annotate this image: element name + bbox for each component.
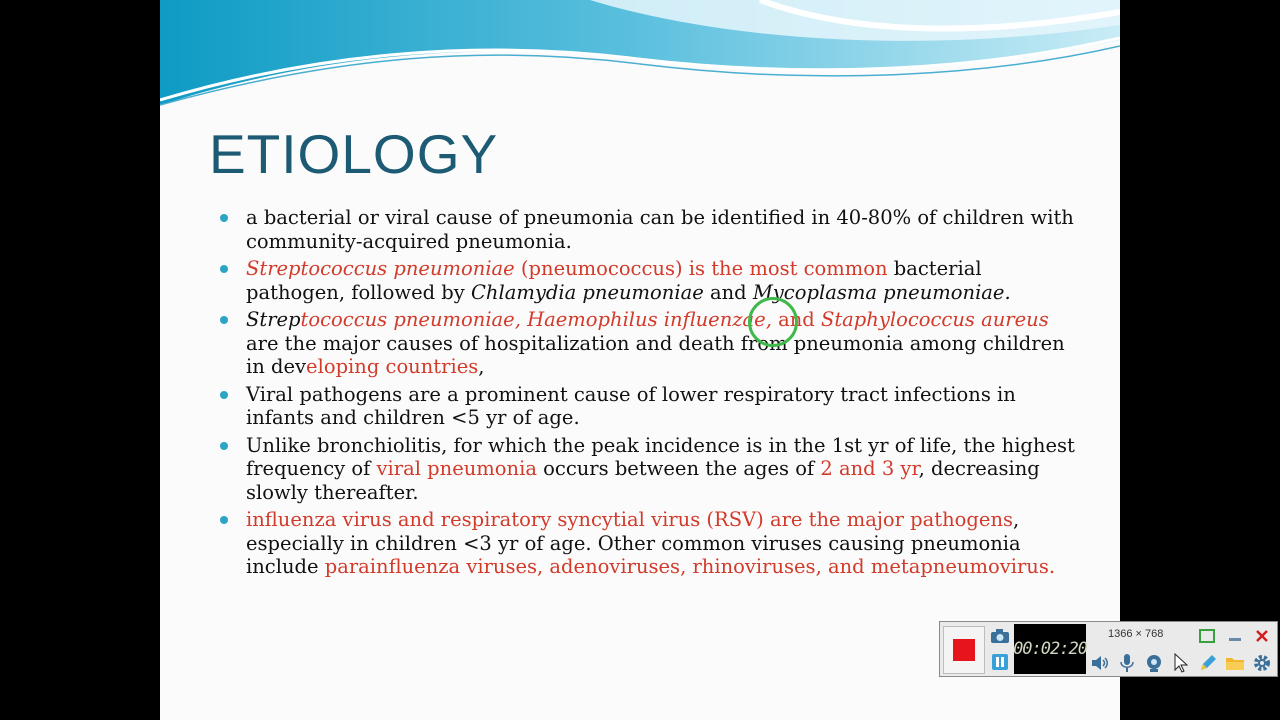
bullet-item — [218, 383, 1078, 430]
bullet-text-run: occurs between the ages of — [536, 457, 821, 480]
bullet-text-run: , especially in children <3 yr of age. Other common viruses causing pneumonia include — [246, 508, 1021, 578]
webcam-icon — [1144, 653, 1164, 673]
bullet-text-run: a bacterial or viral cause of pneumonia can be identified in 40-80% of children with community-acquired pneumonia. — [246, 206, 1074, 253]
bullet-text-run: eloping countries — [306, 355, 479, 378]
cursor-icon — [1173, 653, 1189, 673]
bullet-text-run: viral pneumonia — [376, 457, 537, 480]
cursor-highlight-ring — [748, 297, 798, 347]
bullet-text-run: Chlamydia pneumoniae — [471, 280, 704, 304]
draw-button[interactable] — [1196, 651, 1220, 675]
microphone-toggle[interactable] — [1115, 651, 1139, 675]
bullet-item — [218, 508, 1078, 579]
bullet-text-run: , decreasing slowly thereafter. — [246, 457, 1040, 504]
record-icon — [953, 639, 975, 661]
bullet-text-run: Unlike bronchiolitis, for which the peak incidence is in the 1st yr of life, the highest frequency of — [246, 433, 1075, 480]
bullet-text-run: (pneumococcus) is the most common — [514, 257, 888, 280]
bullet-text-run: and — [703, 280, 753, 304]
bullet-item — [218, 206, 1078, 253]
bullet-text-run: Staphylococcus aureus — [820, 308, 1049, 331]
bullet-text-run: 2 and 3 yr — [820, 457, 919, 480]
screen-recorder-toolbar — [939, 621, 1278, 677]
slide-title: ETIOLOGY — [209, 123, 499, 185]
microphone-icon — [1119, 653, 1135, 673]
window-icon — [1199, 629, 1215, 643]
slide — [160, 0, 1120, 720]
webcam-toggle[interactable] — [1142, 651, 1166, 675]
minimize-icon — [1227, 629, 1243, 643]
open-folder-button[interactable] — [1223, 651, 1247, 675]
bullet-text-run: tococcus pneumoniae, Haemophilus influenzae, — [300, 308, 772, 331]
bullet-text-run: parainfluenza viruses, adenoviruses, rhinoviruses, and metapneumovirus. — [324, 555, 1056, 578]
settings-button[interactable] — [1250, 651, 1274, 675]
close-icon — [1255, 629, 1269, 643]
close-button[interactable] — [1251, 625, 1273, 647]
minimize-button[interactable] — [1224, 625, 1246, 647]
speaker-icon — [1090, 654, 1110, 672]
bullet-text-run: and — [771, 308, 821, 331]
bullet-text-run: Viral pathogens are a prominent cause of lower respiratory tract infections in infants and children <5 yr of age. — [246, 382, 1016, 429]
settings-icon — [1252, 653, 1272, 673]
bullet-text-run: Strep — [246, 308, 301, 331]
bullet-text-run: are the major causes of hospitalization and death from pneumonia among children in dev — [246, 331, 1065, 378]
speaker-toggle[interactable] — [1088, 651, 1112, 675]
bullet-item — [218, 308, 1078, 379]
recorder-tools — [1088, 651, 1278, 675]
pause-button[interactable] — [988, 651, 1012, 673]
header-wave-decoration — [160, 0, 1120, 110]
screenshot-button[interactable] — [988, 625, 1012, 647]
bullet-item — [218, 434, 1078, 505]
resolution-label: 1366 × 768 — [1108, 628, 1164, 640]
bullet-item — [218, 257, 1078, 304]
bullet-text-run: bacterial pathogen, followed by — [246, 257, 982, 304]
bullet-list — [218, 206, 1078, 583]
bullet-text-run: Streptococcus pneumoniae — [246, 257, 515, 280]
pause-icon — [991, 653, 1009, 671]
record-button[interactable] — [943, 626, 985, 674]
camera-icon — [990, 628, 1010, 644]
recording-timer: 00:02:20 — [1014, 624, 1086, 674]
window-buttons — [1196, 625, 1276, 647]
cursor-toggle[interactable] — [1169, 651, 1193, 675]
folder-icon — [1225, 654, 1245, 672]
bullet-text-run: influenza virus and respiratory syncytial virus (RSV) are the major pathogens — [246, 508, 1014, 531]
bullet-text-run: , — [478, 355, 485, 378]
bullet-text-run: Mycoplasma pneumoniae. — [752, 280, 1011, 304]
pen-icon — [1198, 653, 1218, 673]
restore-button[interactable] — [1196, 625, 1218, 647]
